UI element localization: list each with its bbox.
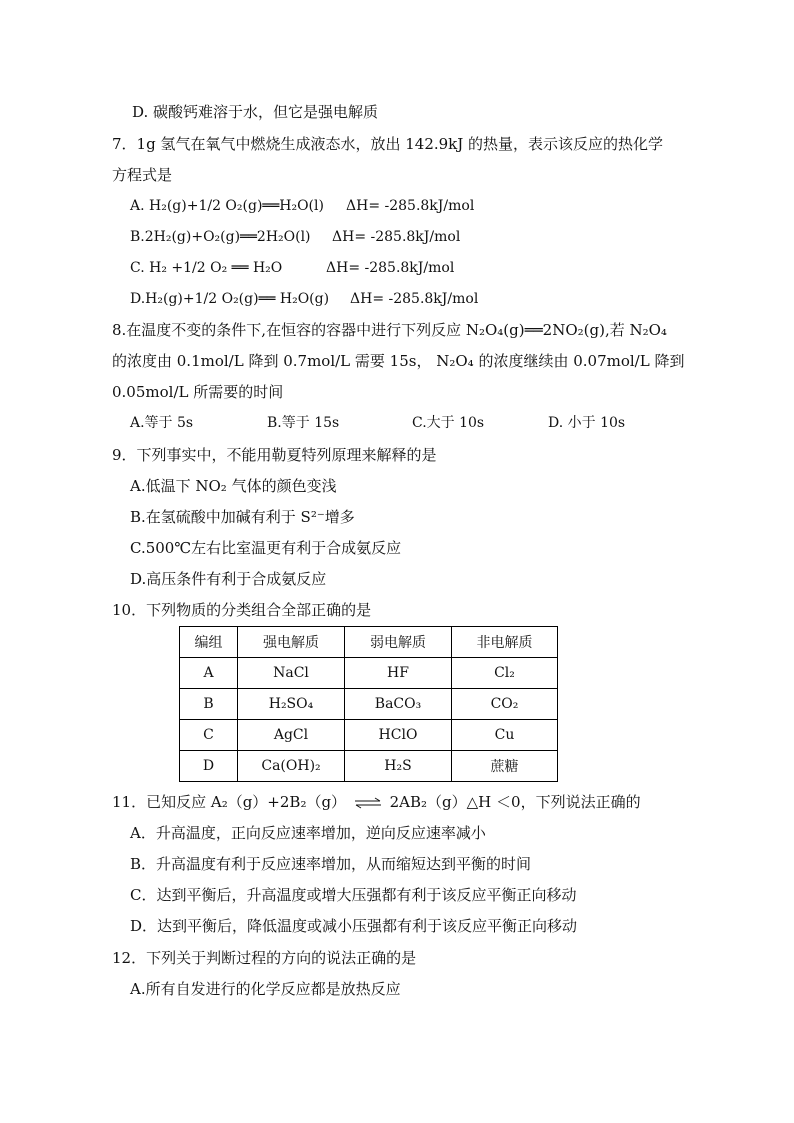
table-cell: H₂S: [345, 751, 452, 782]
q12-option-a: A.所有自发进行的化学反应都是放热反应: [130, 980, 401, 998]
q11-option-a: A．升高温度，正向反应速率增加，逆向反应速率减小: [130, 824, 486, 842]
q7-stem-line2: 方程式是: [112, 166, 173, 184]
table-cell: CO₂: [452, 689, 558, 720]
q7-option-c: [130, 258, 455, 278]
q11-option-b: B．升高温度有利于反应速率增加，从而缩短达到平衡的时间: [130, 855, 532, 873]
table-cell: BaCO₃: [345, 689, 452, 720]
q12-stem: 12．下列关于判断过程的方向的说法正确的是: [112, 949, 417, 967]
table-cell: Cl₂: [452, 658, 558, 689]
q11-stem-products: 2AB₂（g）△H ＜0，下列说法正确的: [389, 793, 641, 811]
header-non-electrolyte: 非电解质: [452, 627, 558, 658]
q9-stem: 9．下列事实中，不能用勒夏特列原理来解释的是: [112, 446, 437, 464]
header-strong-electrolyte: 强电解质: [238, 627, 345, 658]
reversible-arrow-icon: [353, 797, 383, 809]
table-cell: D: [180, 751, 238, 782]
q6-option-d: D. 碳酸钙难溶于水，但它是强电解质: [132, 103, 379, 121]
table-row: [180, 720, 558, 751]
table-cell: A: [180, 658, 238, 689]
q7-option-b: [130, 227, 461, 247]
q11-stem: [112, 792, 641, 812]
table-cell: B: [180, 689, 238, 720]
q8-option-c: C.大于 10s: [412, 415, 485, 431]
q11-option-c: C．达到平衡后，升高温度或增大压强都有利于该反应平衡正向移动: [130, 886, 577, 904]
table-cell: NaCl: [238, 658, 345, 689]
q7-option-d: [130, 289, 479, 309]
table-row: [180, 751, 558, 782]
q9-option-a: A.低温下 NO₂ 气体的颜色变浅: [130, 477, 337, 495]
table-cell: C: [180, 720, 238, 751]
q7-stem-line1: 7．1g 氢气在氧气中燃烧生成液态水，放出 142.9kJ 的热量，表示该反应的热化学: [112, 135, 664, 153]
header-weak-electrolyte: 弱电解质: [345, 627, 452, 658]
q7-option-b-enthalpy: ΔH= -285.8kJ/mol: [332, 229, 461, 245]
classification-table: [179, 626, 558, 782]
table-cell: H₂SO₄: [238, 689, 345, 720]
q11-stem-reactants: 11．已知反应 A₂（g）+2B₂（g）: [112, 793, 347, 811]
q7-option-c-equation: C. H₂ +1/2 O₂ ══ H₂O: [130, 260, 283, 276]
q8-stem-line3: 0.05mol/L 所需要的时间: [112, 383, 284, 401]
q9-option-c: C.500℃左右比室温更有利于合成氨反应: [130, 539, 402, 557]
q7-option-a-enthalpy: ΔH= -285.8kJ/mol: [346, 198, 475, 214]
q7-option-d-enthalpy: ΔH= -285.8kJ/mol: [350, 291, 479, 307]
q9-option-b: B.在氢硫酸中加碱有利于 S²⁻增多: [130, 508, 355, 526]
q8-stem-line2: 的浓度由 0.1mol/L 降到 0.7mol/L 需要 15s， N₂O₄ 的浓度继续由 0.07mol/L 降到: [112, 352, 685, 370]
q8-option-a: A.等于 5s: [130, 415, 194, 431]
table-cell: Ca(OH)₂: [238, 751, 345, 782]
header-group: 编组: [180, 627, 238, 658]
table-cell: HF: [345, 658, 452, 689]
q8-stem-line1: 8.在温度不变的条件下,在恒容的容器中进行下列反应 N₂O₄(g)══2NO₂(g),若 N₂O₄: [112, 321, 667, 339]
table-cell: AgCl: [238, 720, 345, 751]
q11-option-d: D．达到平衡后，降低温度或减小压强都有利于该反应平衡正向移动: [130, 917, 578, 935]
q9-option-d: D.高压条件有利于合成氨反应: [130, 570, 327, 588]
q7-option-a: [130, 196, 475, 216]
table-header-row: [180, 627, 558, 658]
q8-option-b: B.等于 15s: [267, 415, 340, 431]
table-row: [180, 658, 558, 689]
q7-option-a-equation: A. H₂(g)+1/2 O₂(g)══H₂O(l): [130, 198, 324, 214]
q7-option-d-equation: D.H₂(g)+1/2 O₂(g)══ H₂O(g): [130, 291, 330, 307]
q7-option-c-enthalpy: ΔH= -285.8kJ/mol: [326, 260, 455, 276]
table-row: [180, 689, 558, 720]
q8-option-d: D. 小于 10s: [548, 415, 626, 431]
table-cell: Cu: [452, 720, 558, 751]
table-cell: HClO: [345, 720, 452, 751]
table-cell: 蔗糖: [452, 751, 558, 782]
q10-stem: 10．下列物质的分类组合全部正确的是: [112, 601, 372, 619]
q7-option-b-equation: B.2H₂(g)+O₂(g)══2H₂O(l): [130, 229, 311, 245]
